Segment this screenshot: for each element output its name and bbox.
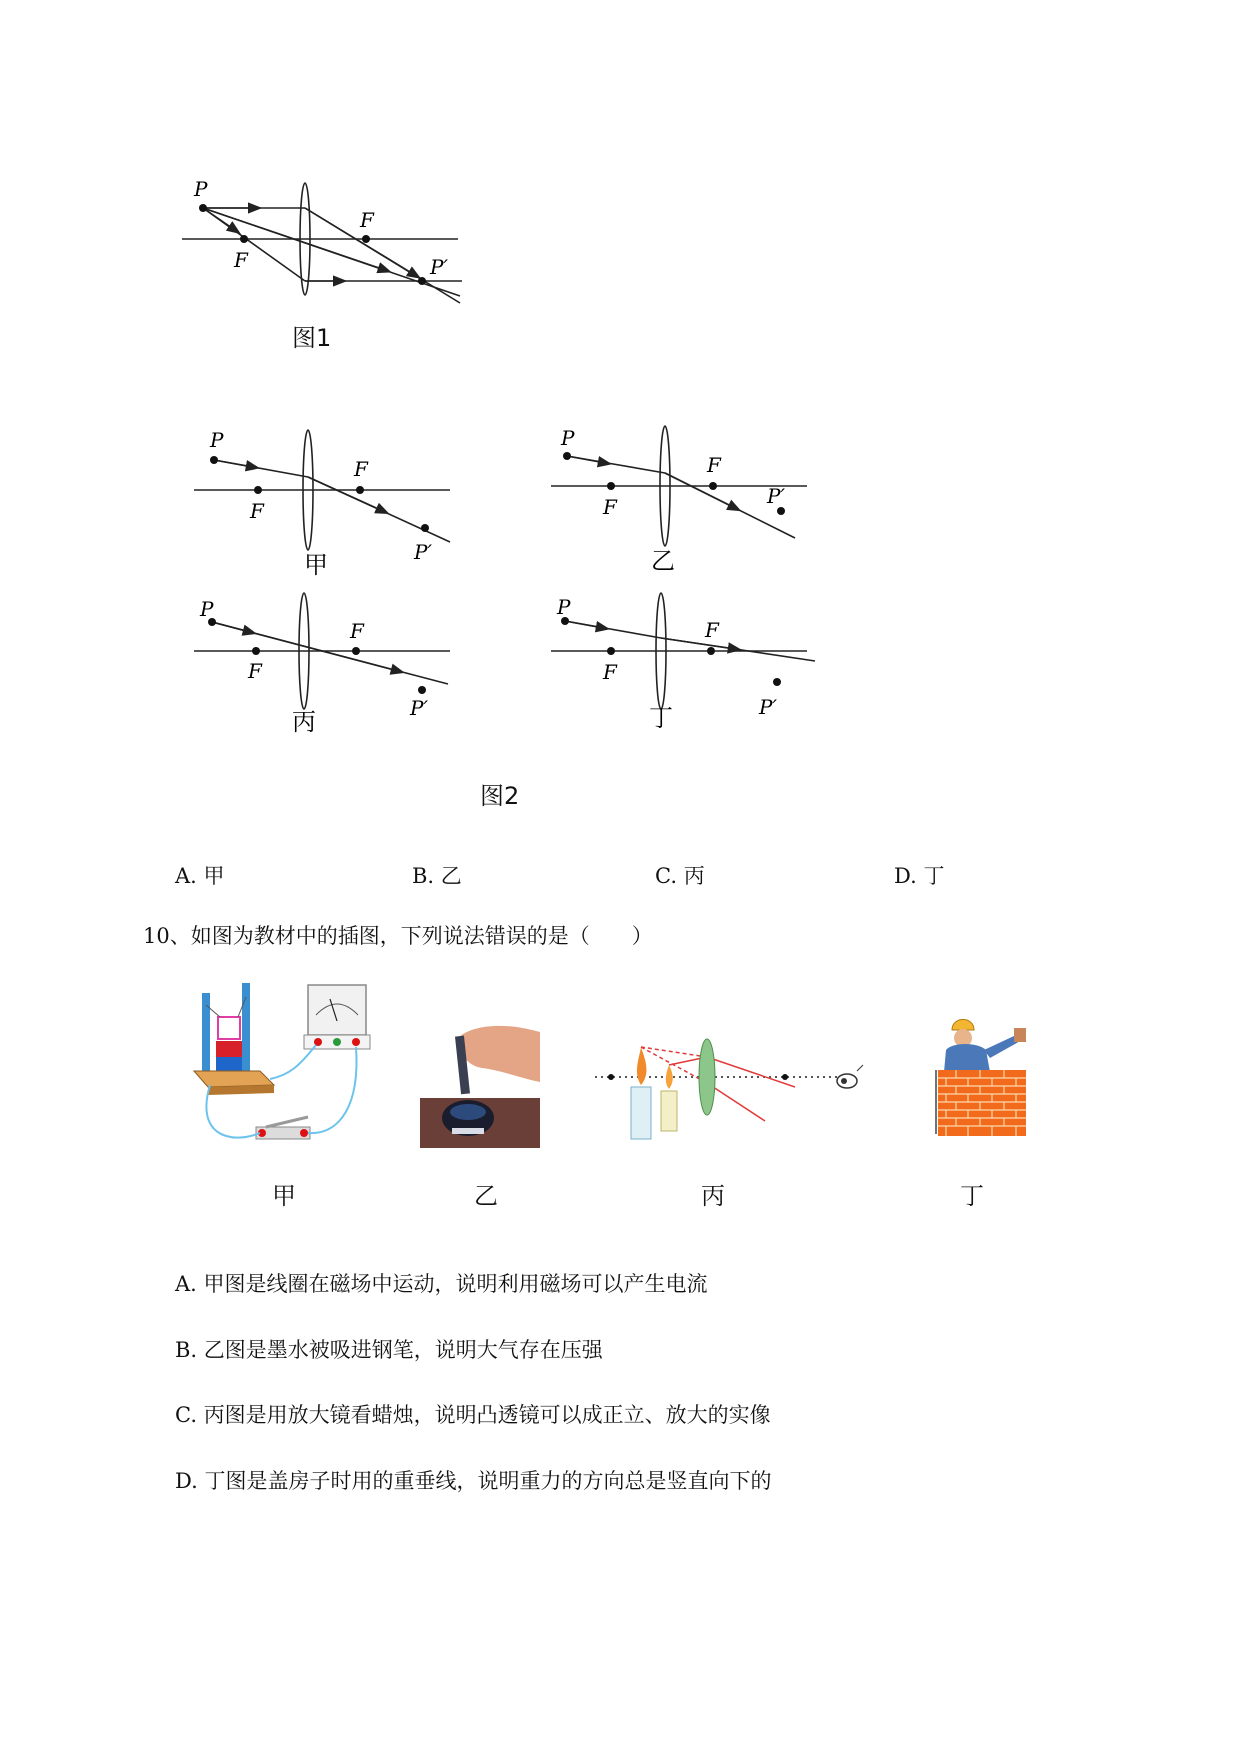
jia-panel-name: 甲 xyxy=(304,551,328,579)
q9-option-c[interactable] xyxy=(655,860,705,890)
fig1-label-p-prime: P′ xyxy=(430,255,448,279)
q10-picture-jia xyxy=(190,975,390,1165)
fig1-label-p: P xyxy=(194,177,208,201)
q9-option-d-text: 丁 xyxy=(923,864,945,888)
ding-label-f-right: F xyxy=(705,618,719,642)
ding-panel-name: 丁 xyxy=(649,704,673,732)
bing-label-p-prime: P′ xyxy=(410,696,428,720)
figure2-caption: 图2 xyxy=(480,782,520,810)
jia-label-p-prime: P′ xyxy=(414,540,432,564)
q10-option-c-letter: C. xyxy=(175,1403,197,1427)
figure2-panel-jia xyxy=(188,425,458,590)
bing-label-p: P xyxy=(200,597,214,621)
figure2-panel-ding xyxy=(545,590,825,740)
q9-option-c-letter: C. xyxy=(655,864,677,888)
bing-panel-name: 丙 xyxy=(292,708,316,736)
q10-picture-yi xyxy=(420,1020,540,1148)
q10-option-c-text: 丙图是用放大镜看蜡烛，说明凸透镜可以成正立、放大的实像 xyxy=(203,1403,771,1427)
q10-option-b-letter: B. xyxy=(175,1338,198,1362)
q10-picture-label-bing: 丙 xyxy=(701,1182,725,1210)
bing-label-f-left: F xyxy=(248,659,262,683)
yi-label-p: P xyxy=(561,426,575,450)
ding-label-p: P xyxy=(557,595,571,619)
jia-label-f-right: F xyxy=(354,457,368,481)
yi-panel-name: 乙 xyxy=(651,547,675,575)
q10-option-a-letter: A. xyxy=(175,1272,197,1296)
jia-label-p: P xyxy=(210,428,224,452)
q10-option-d[interactable] xyxy=(175,1465,771,1495)
figure2-panel-bing xyxy=(188,590,458,740)
q9-option-a[interactable] xyxy=(175,860,225,890)
q9-option-a-text: 甲 xyxy=(203,864,225,888)
q10-picture-label-jia: 甲 xyxy=(272,1182,296,1210)
q10-option-d-letter: D. xyxy=(175,1469,198,1493)
q10-option-a[interactable] xyxy=(175,1268,708,1298)
fig1-label-f-right: F xyxy=(360,208,374,232)
q10-option-d-text: 丁图是盖房子时用的重垂线，说明重力的方向总是竖直向下的 xyxy=(204,1469,772,1493)
q9-option-b-text: 乙 xyxy=(440,864,462,888)
q9-option-d[interactable] xyxy=(894,860,944,890)
q10-option-b-text: 乙图是墨水被吸进钢笔，说明大气存在压强 xyxy=(203,1338,603,1362)
q9-option-c-text: 丙 xyxy=(683,864,705,888)
yi-label-f-left: F xyxy=(603,495,617,519)
q10-option-b[interactable] xyxy=(175,1334,603,1364)
bing-label-f-right: F xyxy=(350,619,364,643)
jia-label-f-left: F xyxy=(250,499,264,523)
figure1-diagram xyxy=(170,170,480,310)
q9-option-d-letter: D. xyxy=(894,864,917,888)
ding-label-p-prime: P′ xyxy=(759,695,777,719)
figure2-panel-yi xyxy=(545,425,815,590)
q9-option-a-letter: A. xyxy=(175,864,197,888)
q10-option-a-text: 甲图是线圈在磁场中运动，说明利用磁场可以产生电流 xyxy=(203,1272,708,1296)
q9-option-b[interactable] xyxy=(412,860,462,890)
yi-label-p-prime: P′ xyxy=(767,484,785,508)
q10-picture-label-ding: 丁 xyxy=(960,1182,984,1210)
q10-option-c[interactable] xyxy=(175,1399,771,1429)
ding-label-f-left: F xyxy=(603,660,617,684)
yi-label-f-right: F xyxy=(707,453,721,477)
figure1-caption: 图1 xyxy=(292,324,332,352)
fig1-label-f-left: F xyxy=(234,248,248,272)
q9-option-b-letter: B. xyxy=(412,864,435,888)
q10-picture-ding xyxy=(930,1010,1050,1140)
q10-stem: 10、如图为教材中的插图，下列说法错误的是（ ） xyxy=(143,924,653,948)
q10-picture-bing xyxy=(595,1035,865,1145)
q10-picture-label-yi: 乙 xyxy=(474,1182,498,1210)
